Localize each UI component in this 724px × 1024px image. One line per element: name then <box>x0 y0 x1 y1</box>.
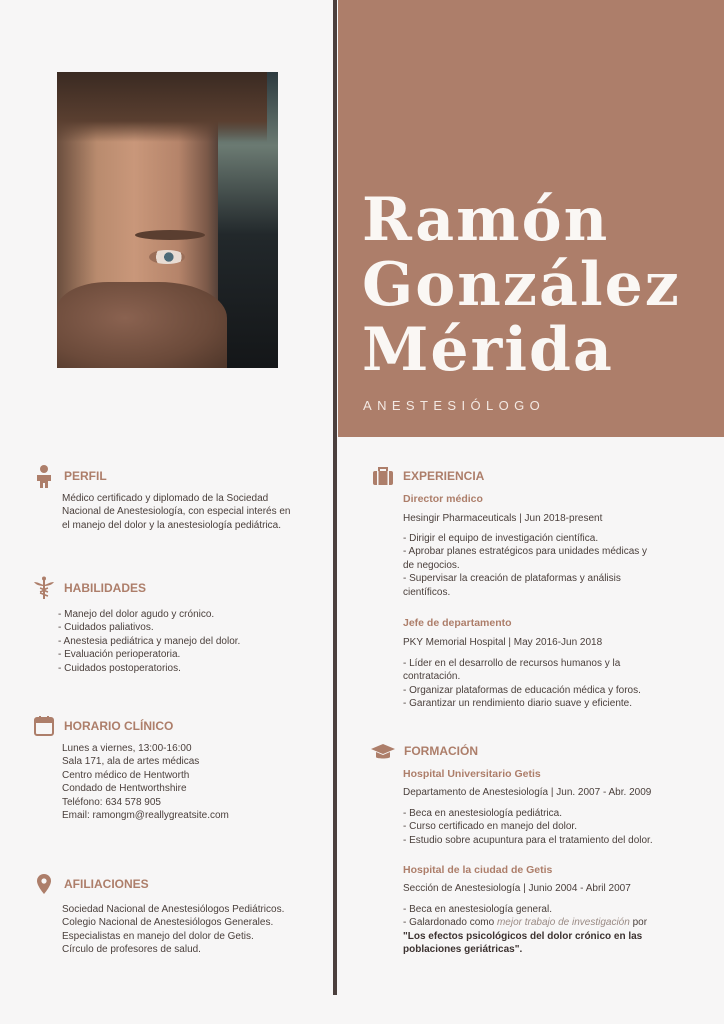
job-bullets <box>403 657 641 711</box>
bullet: - Aprobar planes estratégicos para unidades médicas y <box>403 546 648 558</box>
bullet: - Supervisar la creación de plataformas y análisis <box>403 573 621 585</box>
bullet: - Líder en el desarrollo de recursos humanos y la <box>403 658 621 669</box>
name-middle: González <box>362 250 681 320</box>
bullet: contratación. <box>403 671 461 683</box>
section-afiliaciones-header <box>32 872 149 896</box>
section-title: AFILIACIONES <box>64 877 149 891</box>
job-bullets <box>403 532 647 599</box>
horario-line: Condado de Hentworthshire <box>62 783 187 795</box>
bullet: - Curso certificado en manejo del dolor. <box>403 821 577 833</box>
habilidades-list <box>58 608 240 675</box>
list-item: - Evaluación perioperatoria. <box>58 649 181 661</box>
bullet: científicos. <box>403 586 451 598</box>
horario-line: Sala 171, ala de artes médicas <box>62 756 200 768</box>
horario-text <box>62 742 229 822</box>
bullet: de negocios. <box>403 559 460 571</box>
job-role: ANESTESIÓLOGO <box>363 398 546 413</box>
section-title: HABILIDADES <box>64 581 147 595</box>
perfil-line: Nacional de Anestesiología, con especial interés en <box>62 506 291 518</box>
award-quote: poblaciones geriátricas". <box>403 944 523 956</box>
afiliacion-line: Círculo de profesores de salud. <box>62 944 201 956</box>
caduceus-icon <box>32 576 56 600</box>
section-title: EXPERIENCIA <box>403 469 485 483</box>
job-title: Director médico <box>403 493 483 505</box>
school-meta: Sección de Anestesiología | Junio 2004 - Abril 2007 <box>403 883 631 894</box>
horario-line: Centro médico de Hentworth <box>62 769 190 781</box>
afiliacion-line: Sociedad Nacional de Anestesiólogos Pediátricos. <box>62 904 285 915</box>
email-line: Email: ramongm@reallygreatsite.com <box>62 810 229 822</box>
award-italic: mejor trabajo de investigación <box>496 917 630 929</box>
section-title: PERFIL <box>64 469 107 483</box>
profile-photo <box>57 72 278 368</box>
job-meta: Hesingir Pharmaceuticals | Jun 2018-present <box>403 513 603 524</box>
section-formacion-header <box>370 739 478 763</box>
school-bullets <box>403 903 647 957</box>
bullet: - Garantizar un rendimiento diario suave y eficiente. <box>403 698 633 710</box>
section-perfil-header <box>32 464 107 488</box>
list-item: - Manejo del dolor agudo y crónico. <box>58 609 215 620</box>
bullet: - Organizar plataformas de educación médica y foros. <box>403 684 641 696</box>
list-item: - Anestesia pediátrica y manejo del dolor. <box>58 635 241 647</box>
section-title: FORMACIÓN <box>404 744 478 758</box>
award-quote: "Los efectos psicológicos del dolor crónico en las <box>403 930 643 942</box>
section-horario-header <box>32 714 173 738</box>
section-habilidades-header <box>32 576 146 600</box>
perfil-text <box>62 492 290 532</box>
afiliacion-line: Especialistas en manejo del dolor de Getis. <box>62 930 254 942</box>
list-item: - Cuidados postoperatorios. <box>58 662 181 674</box>
calendar-icon <box>32 714 56 738</box>
column-divider <box>333 0 337 995</box>
briefcase-icon <box>371 464 395 488</box>
list-item: - Cuidados paliativos. <box>58 622 154 634</box>
award-suffix: por <box>629 917 648 929</box>
afiliaciones-text <box>62 903 284 957</box>
perfil-line: Médico certificado y diplomado de la Sociedad <box>62 493 269 504</box>
award-line <box>403 916 647 929</box>
name-first: Ramón <box>362 185 610 255</box>
bullet: - Estudio sobre acupuntura para el tratamiento del dolor. <box>403 834 653 846</box>
job-title: Jefe de departamento <box>403 617 512 629</box>
bullet: - Dirigir el equipo de investigación científica. <box>403 533 599 544</box>
school-meta: Departamento de Anestesiología | Jun. 2007 - Abr. 2009 <box>403 787 652 798</box>
person-icon <box>32 464 56 488</box>
bullet: - Beca en anestesiología pediátrica. <box>403 808 562 819</box>
name-last: Mérida <box>362 315 614 385</box>
section-experiencia-header <box>371 464 484 488</box>
phone-line: Teléfono: 634 578 905 <box>62 796 161 808</box>
bullet: - Beca en anestesiología general. <box>403 904 552 915</box>
location-pin-icon <box>32 872 56 896</box>
job-meta: PKY Memorial Hospital | May 2016-Jun 2018 <box>403 637 603 648</box>
school-bullets <box>403 807 653 847</box>
section-title: HORARIO CLÍNICO <box>64 719 174 733</box>
afiliacion-line: Colegio Nacional de Anestesiólogos Generales. <box>62 917 274 929</box>
horario-line: Lunes a viernes, 13:00-16:00 <box>62 743 192 754</box>
school-title: Hospital Universitario Getis <box>403 768 541 780</box>
graduation-cap-icon <box>370 739 396 763</box>
perfil-line: el manejo del dolor y la anestesiología pediátrica. <box>62 519 282 531</box>
school-title: Hospital de la ciudad de Getis <box>403 864 553 876</box>
award-prefix: - Galardonado como <box>403 917 497 929</box>
